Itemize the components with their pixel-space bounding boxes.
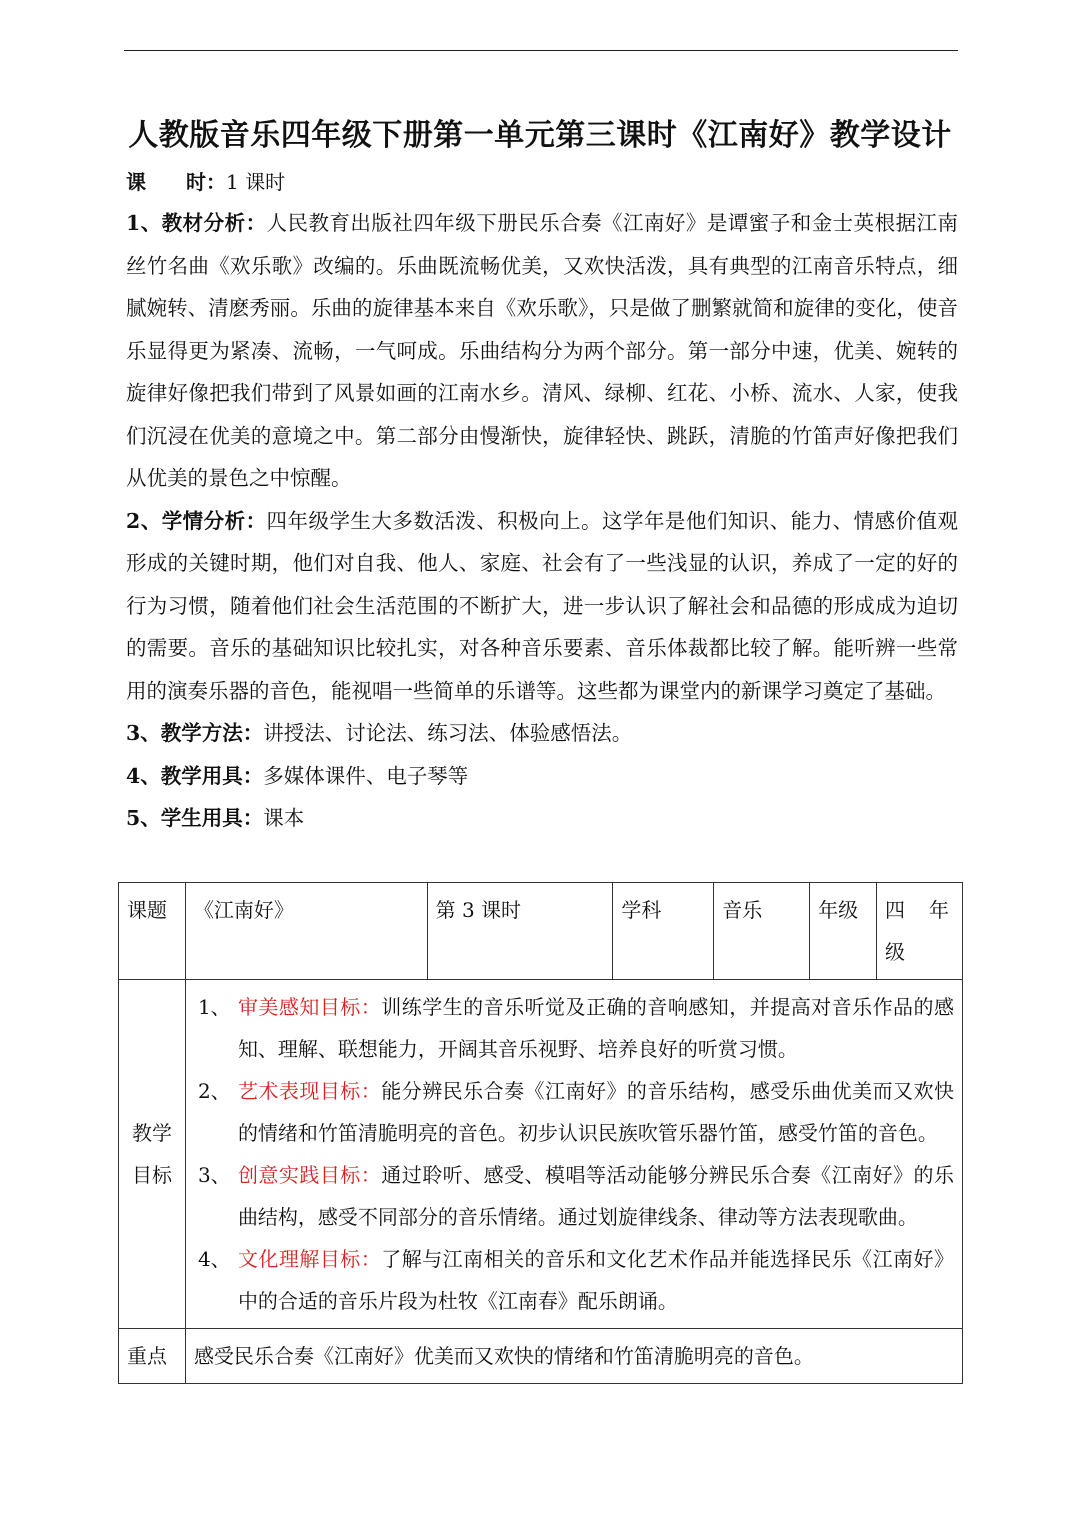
- goal-item: [194, 1070, 954, 1154]
- goal-label: 艺术表现目标：: [237, 1079, 382, 1103]
- topic-value: 《江南好》: [185, 883, 427, 980]
- lesson-hours-value: 1 课时: [226, 170, 286, 194]
- goal-text: 了解与江南相关的音乐和文化艺术作品并能选择民乐《江南好》中的合适的音乐片段为杜牧《江南春》配乐朗诵。: [237, 1247, 955, 1313]
- table-key-row: [119, 1329, 963, 1384]
- goal-label: 创意实践目标：: [237, 1163, 382, 1187]
- goal-text: 通过聆听、感受、模唱等活动能够分辨民乐合奏《江南好》的乐曲结构，感受不同部分的音乐情绪。通过划旋律线条、律动等方法表现歌曲。: [237, 1163, 955, 1229]
- goal-text-wrap: [238, 1154, 954, 1238]
- lesson-number: 第 3 课时: [427, 883, 613, 980]
- document-title: 人教版音乐四年级下册第一单元第三课时《江南好》教学设计: [128, 118, 952, 153]
- goal-text-wrap: [238, 1238, 954, 1322]
- section-text: 四年级学生大多数活泼、积极向上。这学年是他们知识、能力、情感价值观形成的关键时期，他们对自我、他人、家庭、社会有了一些浅显的认识，养成了一定的好的行为习惯，随着他们社会生活范围的不断扩大，进一步认识了解社会和品德的形成成为迫切的需要。音乐的基础知识比较扎实，对各种音乐要素、音乐体裁都比较了解。能听辨一些常用的演奏乐器的音色，能视唱一些简单的乐谱等。这些都为课堂内的新课学习奠定了基础。: [126, 508, 959, 703]
- goal-number: 4、: [197, 1247, 231, 1271]
- section-label: 5、学生用具：: [126, 806, 264, 830]
- grade-value-c: 级: [885, 940, 906, 964]
- key-text: 感受民乐合奏《江南好》优美而又欢快的情绪和竹笛清脆明亮的音色。: [185, 1329, 962, 1384]
- goal-number: 2、: [197, 1079, 231, 1103]
- goal-item: [194, 986, 954, 1070]
- lesson-hours: [126, 166, 285, 195]
- goals-label: [119, 980, 186, 1329]
- section-text: 人民教育出版社四年级下册民乐合奏《江南好》是谭蜜子和金士英根据江南丝竹名曲《欢乐歌》改编的。乐曲既流畅优美，又欢快活泼，具有典型的江南音乐特点，细腻婉转、清麽秀丽。乐曲的旋律基本来自《欢乐歌》，只是做了删繁就简和旋律的变化，使音乐显得更为紧凑、流畅，一气呵成。乐曲结构分为两个部分。第一部分中速，优美、婉转的旋律好像把我们带到了风景如画的江南水乡。清风、绿柳、红花、小桥、流水、人家，使我们沉浸在优美的意境之中。第二部分由慢渐快，旋律轻快、跳跃，清脆的竹笛声好像把我们从优美的景色之中惊醒。: [126, 211, 959, 490]
- section-label: 2、学情分析：: [126, 508, 267, 533]
- goal-number: 1、: [197, 995, 231, 1019]
- section-label: 1、教材分析：: [126, 211, 267, 235]
- section-text: 多媒体课件、电子琴等: [263, 763, 469, 788]
- section-student-analysis: [126, 500, 958, 713]
- goals-cell: [185, 980, 962, 1329]
- section-label: 4、教学用具：: [126, 763, 264, 788]
- section-textbook-analysis: [126, 202, 958, 500]
- goals-list: [194, 986, 954, 1322]
- goal-text-wrap: [238, 1070, 954, 1154]
- grade-label: 年级: [810, 883, 877, 980]
- lesson-plan-table: [118, 882, 963, 1384]
- document-body: [126, 202, 958, 840]
- grade-value-a: 四: [885, 898, 906, 922]
- section-teaching-methods: [126, 712, 958, 755]
- goal-text-wrap: [238, 986, 954, 1070]
- goal-text: 训练学生的音乐听觉及正确的音响感知，并提高对音乐作品的感知、理解、联想能力，开阔其音乐视野、培养良好的听赏习惯。: [237, 995, 955, 1061]
- goal-text: 能分辨民乐合奏《江南好》的音乐结构，感受乐曲优美而又欢快的情绪和竹笛清脆明亮的音色。初步认识民族吹管乐器竹笛，感受竹笛的音色。: [237, 1079, 955, 1145]
- subject-label: 学科: [613, 883, 714, 980]
- key-label: 重点: [119, 1329, 186, 1384]
- section-student-tools: [126, 797, 958, 840]
- goals-label-b: 目标: [131, 1163, 172, 1187]
- goal-label: 文化理解目标：: [237, 1247, 382, 1271]
- table-goals-row: [119, 980, 963, 1329]
- goal-item: [194, 1154, 954, 1238]
- topic-label: 课题: [119, 883, 186, 980]
- grade-value-b: 年: [929, 898, 950, 922]
- header-rule: [124, 50, 958, 51]
- subject-value: 音乐: [714, 883, 810, 980]
- section-label: 3、教学方法：: [126, 721, 264, 745]
- goal-label: 审美感知目标：: [237, 995, 382, 1019]
- goals-label-a: 教学: [131, 1121, 172, 1145]
- table-header-row: [119, 883, 963, 980]
- section-teaching-tools: [126, 755, 958, 798]
- goal-number: 3、: [197, 1163, 231, 1187]
- section-text: 课本: [263, 806, 305, 830]
- section-text: 讲授法、讨论法、练习法、体验感悟法。: [263, 721, 633, 745]
- lesson-hours-label: 课 时：: [126, 170, 226, 194]
- grade-value: [877, 883, 963, 980]
- goal-item: [194, 1238, 954, 1322]
